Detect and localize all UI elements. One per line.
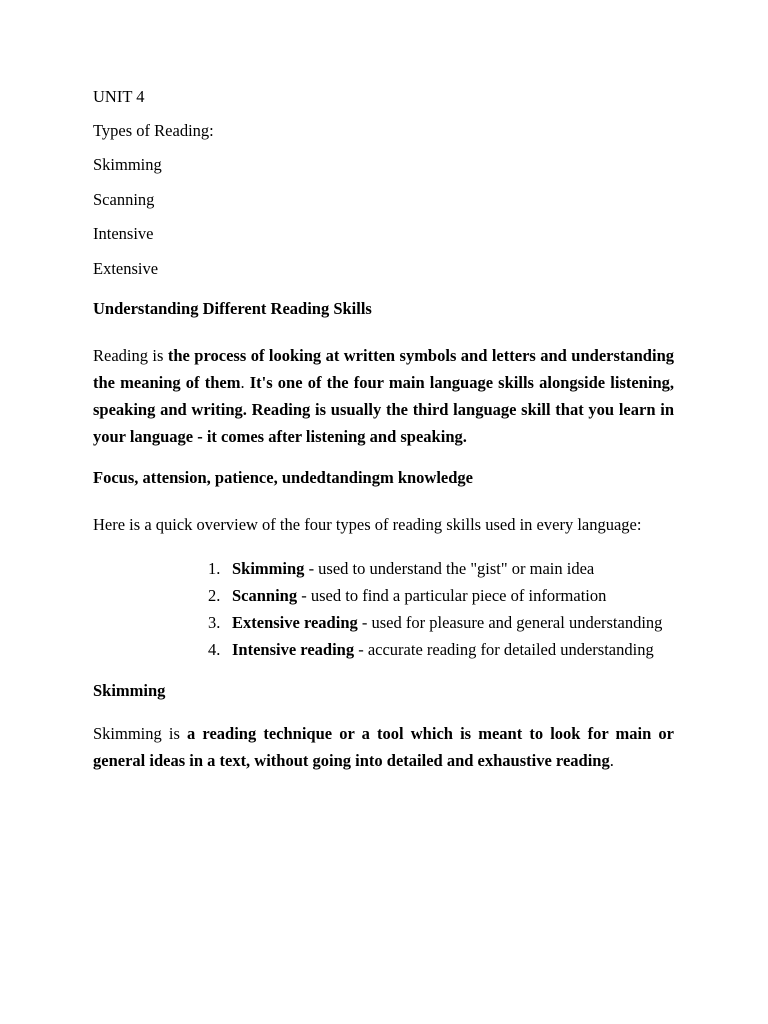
skimming-end: . — [609, 750, 614, 770]
list-desc: - used for pleasure and general understanding — [357, 612, 663, 632]
type-item-intensive: Intensive — [93, 224, 154, 244]
list-desc: - used to find a particular piece of information — [297, 585, 607, 605]
section-heading-understanding: Understanding Different Reading Skills — [93, 298, 372, 318]
list-item — [208, 636, 674, 663]
list-term: Intensive reading — [232, 639, 355, 659]
document-body — [93, 86, 674, 774]
type-item-scanning: Scanning — [93, 189, 155, 209]
skimming-heading: Skimming — [93, 680, 166, 700]
list-item — [208, 609, 674, 636]
types-heading: Types of Reading: — [93, 121, 214, 140]
reading-bold-skills: It's one of the four main language skills alongside listening, speaking and writing. Reading is usually the third language skill that you learn in your language - it comes after listening and speaking. — [93, 372, 674, 446]
list-term: Scanning — [232, 585, 298, 605]
list-desc: - accurate reading for detailed understanding — [354, 639, 654, 659]
skimming-lead: Skimming is — [93, 723, 188, 743]
reading-lead: Reading is — [93, 345, 168, 365]
list-number: 2. — [208, 585, 221, 605]
skimming-bold-definition: a reading technique or a tool which is meant to look for main or general ideas in a text, without going into detailed and exhaustive reading — [93, 723, 674, 770]
list-number: 1. — [208, 558, 221, 578]
list-item — [208, 555, 674, 582]
type-item-skimming: Skimming — [93, 155, 162, 174]
overview-paragraph: Here is a quick overview of the four types of reading skills used in every language: — [93, 514, 642, 534]
list-item — [208, 582, 674, 609]
focus-heading: Focus, attension, patience, undedtandingm knowledge — [93, 467, 474, 487]
reading-mid: . — [240, 372, 250, 392]
list-number: 4. — [208, 639, 221, 659]
list-term: Extensive reading — [232, 612, 358, 632]
list-number: 3. — [208, 612, 221, 632]
skimming-paragraph — [93, 720, 674, 774]
skills-list — [208, 555, 674, 663]
list-desc: - used to understand the "gist" or main idea — [304, 558, 595, 578]
reading-bold-definition: the process of looking at written symbols and letters and understanding the meaning of them — [93, 345, 674, 392]
reading-paragraph — [93, 342, 674, 450]
list-term: Skimming — [232, 558, 305, 578]
type-item-extensive: Extensive — [93, 258, 159, 278]
unit-title: UNIT 4 — [93, 87, 145, 106]
